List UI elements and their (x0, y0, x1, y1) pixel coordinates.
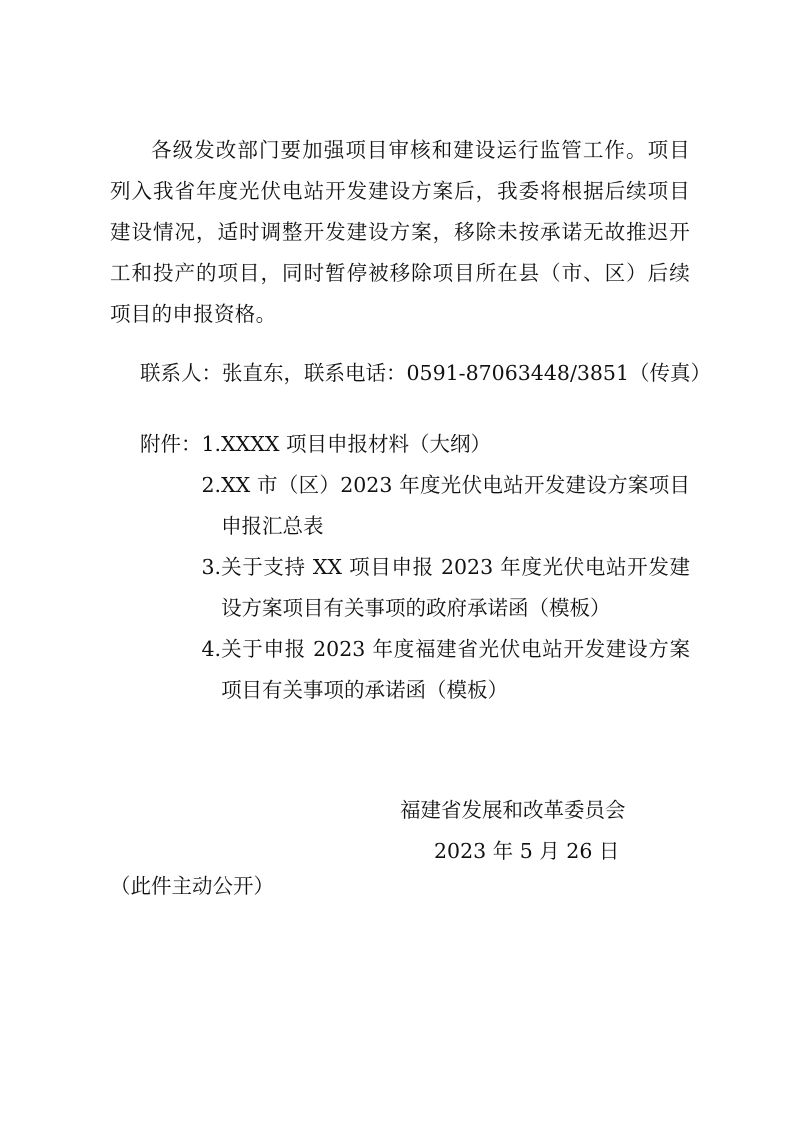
attachments-row (140, 424, 690, 711)
attachment-text: XX 市（区）2023 年度光伏电站开发建设方案项目申报汇总表 (221, 473, 690, 538)
attachments-list (202, 424, 691, 711)
contact-line: 联系人：张直东，联系电话：0591-87063448/3851（传真） (140, 361, 712, 385)
paragraph-spacer (110, 335, 690, 353)
attachment-text: XXXX 项目申报材料（大纲） (221, 432, 491, 456)
attachment-number: 1. (201, 432, 222, 456)
document-body (110, 130, 712, 711)
attachment-number: 3. (201, 555, 222, 579)
signature-date: 2023 年 5 月 26 日 (434, 839, 620, 863)
public-disclosure-note: （此件主动公开） (110, 874, 274, 898)
attachment-text: 关于申报 2023 年度福建省光伏电站开发建设方案项目有关事项的承诺函（模板） (221, 637, 690, 702)
list-item (202, 547, 691, 629)
list-item (202, 629, 691, 711)
attachment-number: 4. (201, 637, 222, 661)
body-paragraph-1: 各级发改部门要加强项目审核和建设运行监管工作。项目列入我省年度光伏电站开发建设方案后，我委将根据后续项目建设情况，适时调整开发建设方案，移除未按承诺无故推迟开工和投产的项目，同时暂停被移除项目所在县（市、区）后续项目的申报资格。 (110, 138, 690, 326)
attachments-block (110, 424, 690, 711)
list-item (202, 465, 691, 547)
signature-block (400, 790, 626, 872)
attachment-text: 关于支持 XX 项目申报 2023 年度光伏电站开发建设方案项目有关事项的政府承诺函（模板） (221, 555, 690, 620)
list-item (202, 424, 691, 465)
signature-organization: 福建省发展和改革委员会 (400, 798, 626, 822)
attachments-label: 附件： (140, 432, 202, 456)
attachment-number: 2. (201, 473, 222, 497)
